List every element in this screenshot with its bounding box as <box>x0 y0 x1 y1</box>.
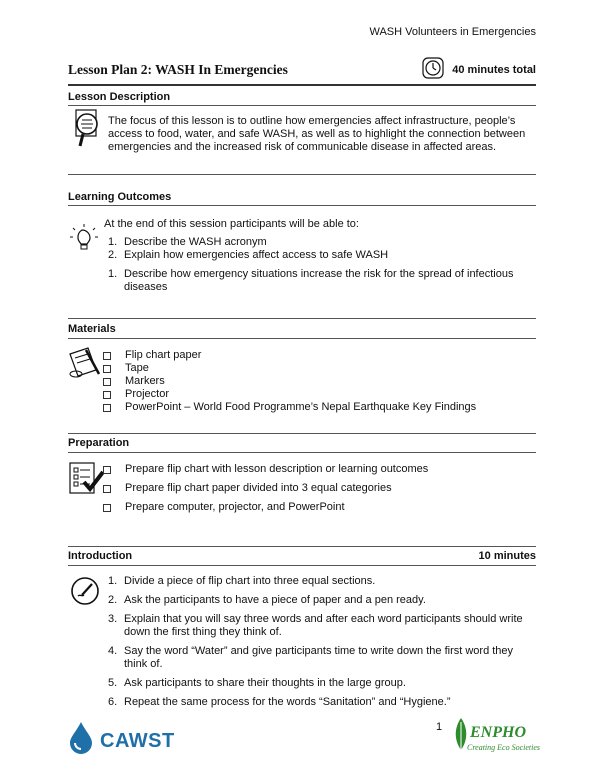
enpho-tagline: Creating Eco Societies <box>467 743 541 752</box>
checkbox-icon <box>103 352 111 360</box>
outcomes-divider <box>68 205 536 206</box>
materials-icon <box>66 344 102 380</box>
section-divider <box>68 433 536 434</box>
list-item: 6. Repeat the same process for the words “Sanitation” and “Hygiene.” <box>108 696 451 708</box>
section-divider <box>68 546 536 547</box>
page-number: 1 <box>436 721 443 733</box>
enpho-logo-text: ENPHO <box>470 724 526 741</box>
outcomes-intro: At the end of this session participants will be able to: <box>104 218 359 230</box>
checkbox-icon <box>103 466 111 474</box>
list-item: 2. Explain how emergencies affect access to safe WASH <box>108 249 389 261</box>
list-item: Markers <box>103 375 476 388</box>
checkbox-icon <box>103 404 111 412</box>
water-drop-icon <box>66 720 96 754</box>
section-divider <box>68 318 536 319</box>
total-time: 40 minutes total <box>452 64 536 76</box>
cawst-logo-text: CAWST <box>100 730 175 752</box>
preparation-heading: Preparation <box>68 437 130 449</box>
title-divider <box>68 84 536 86</box>
list-item: Prepare flip chart paper divided into 3 equal categories <box>103 482 428 495</box>
introduction-time: 10 minutes <box>478 550 536 562</box>
list-item: 1. Describe how emergency situations increase the risk for the spread of infectious diseases <box>108 268 514 293</box>
pen-circle-icon <box>70 576 100 606</box>
list-item: 4. Say the word “Water” and give participants time to write down the first word they think of. <box>108 645 514 670</box>
magnifier-document-icon <box>72 108 106 150</box>
list-item: Projector <box>103 388 476 401</box>
outcomes-list <box>108 236 528 294</box>
lesson-title-row <box>68 60 536 82</box>
list-item: Tape <box>103 362 476 375</box>
checkbox-icon <box>103 378 111 386</box>
materials-divider <box>68 338 536 339</box>
description-text: The focus of this lesson is to outline how emergencies affect infrastructure, people’s access to food, water, and safe WASH, as well as to highlight the connection between emergencies and the increased risk of communicable disease in affected areas. <box>108 115 526 153</box>
list-item: Flip chart paper <box>103 349 476 362</box>
introduction-list <box>108 575 528 709</box>
preparation-divider <box>68 452 536 453</box>
introduction-divider <box>68 565 536 566</box>
lesson-title: Lesson Plan 2: WASH In Emergencies <box>68 62 288 77</box>
checkbox-icon <box>103 391 111 399</box>
clock-icon <box>422 57 444 79</box>
checkbox-icon <box>103 365 111 373</box>
outcomes-heading: Learning Outcomes <box>68 191 172 203</box>
list-item: 5. Ask participants to share their thoughts in the large group. <box>108 677 406 689</box>
list-item: 1. Describe the WASH acronym <box>108 236 267 248</box>
materials-list <box>103 349 476 414</box>
document-header-title: WASH Volunteers in Emergencies <box>369 26 536 38</box>
description-divider <box>68 105 536 106</box>
description-heading: Lesson Description <box>68 91 171 103</box>
list-item: 2. Ask the participants to have a piece of paper and a pen ready. <box>108 594 426 606</box>
materials-heading: Materials <box>68 323 116 335</box>
lightbulb-icon <box>68 222 100 254</box>
list-item: 1. Divide a piece of flip chart into three equal sections. <box>108 575 376 587</box>
section-divider <box>68 174 536 175</box>
introduction-heading: Introduction <box>68 550 133 562</box>
list-item: Prepare flip chart with lesson description or learning outcomes <box>103 463 428 476</box>
checkbox-icon <box>103 504 111 512</box>
list-item: PowerPoint – World Food Programme’s Nepal Earthquake Key Findings <box>103 401 476 414</box>
preparation-list <box>103 463 428 514</box>
checklist-icon <box>66 460 106 496</box>
checkbox-icon <box>103 485 111 493</box>
list-item: 3. Explain that you will say three words and after each word participants should write down the first thing they think of. <box>108 613 523 638</box>
list-item: Prepare computer, projector, and PowerPoint <box>103 501 428 514</box>
